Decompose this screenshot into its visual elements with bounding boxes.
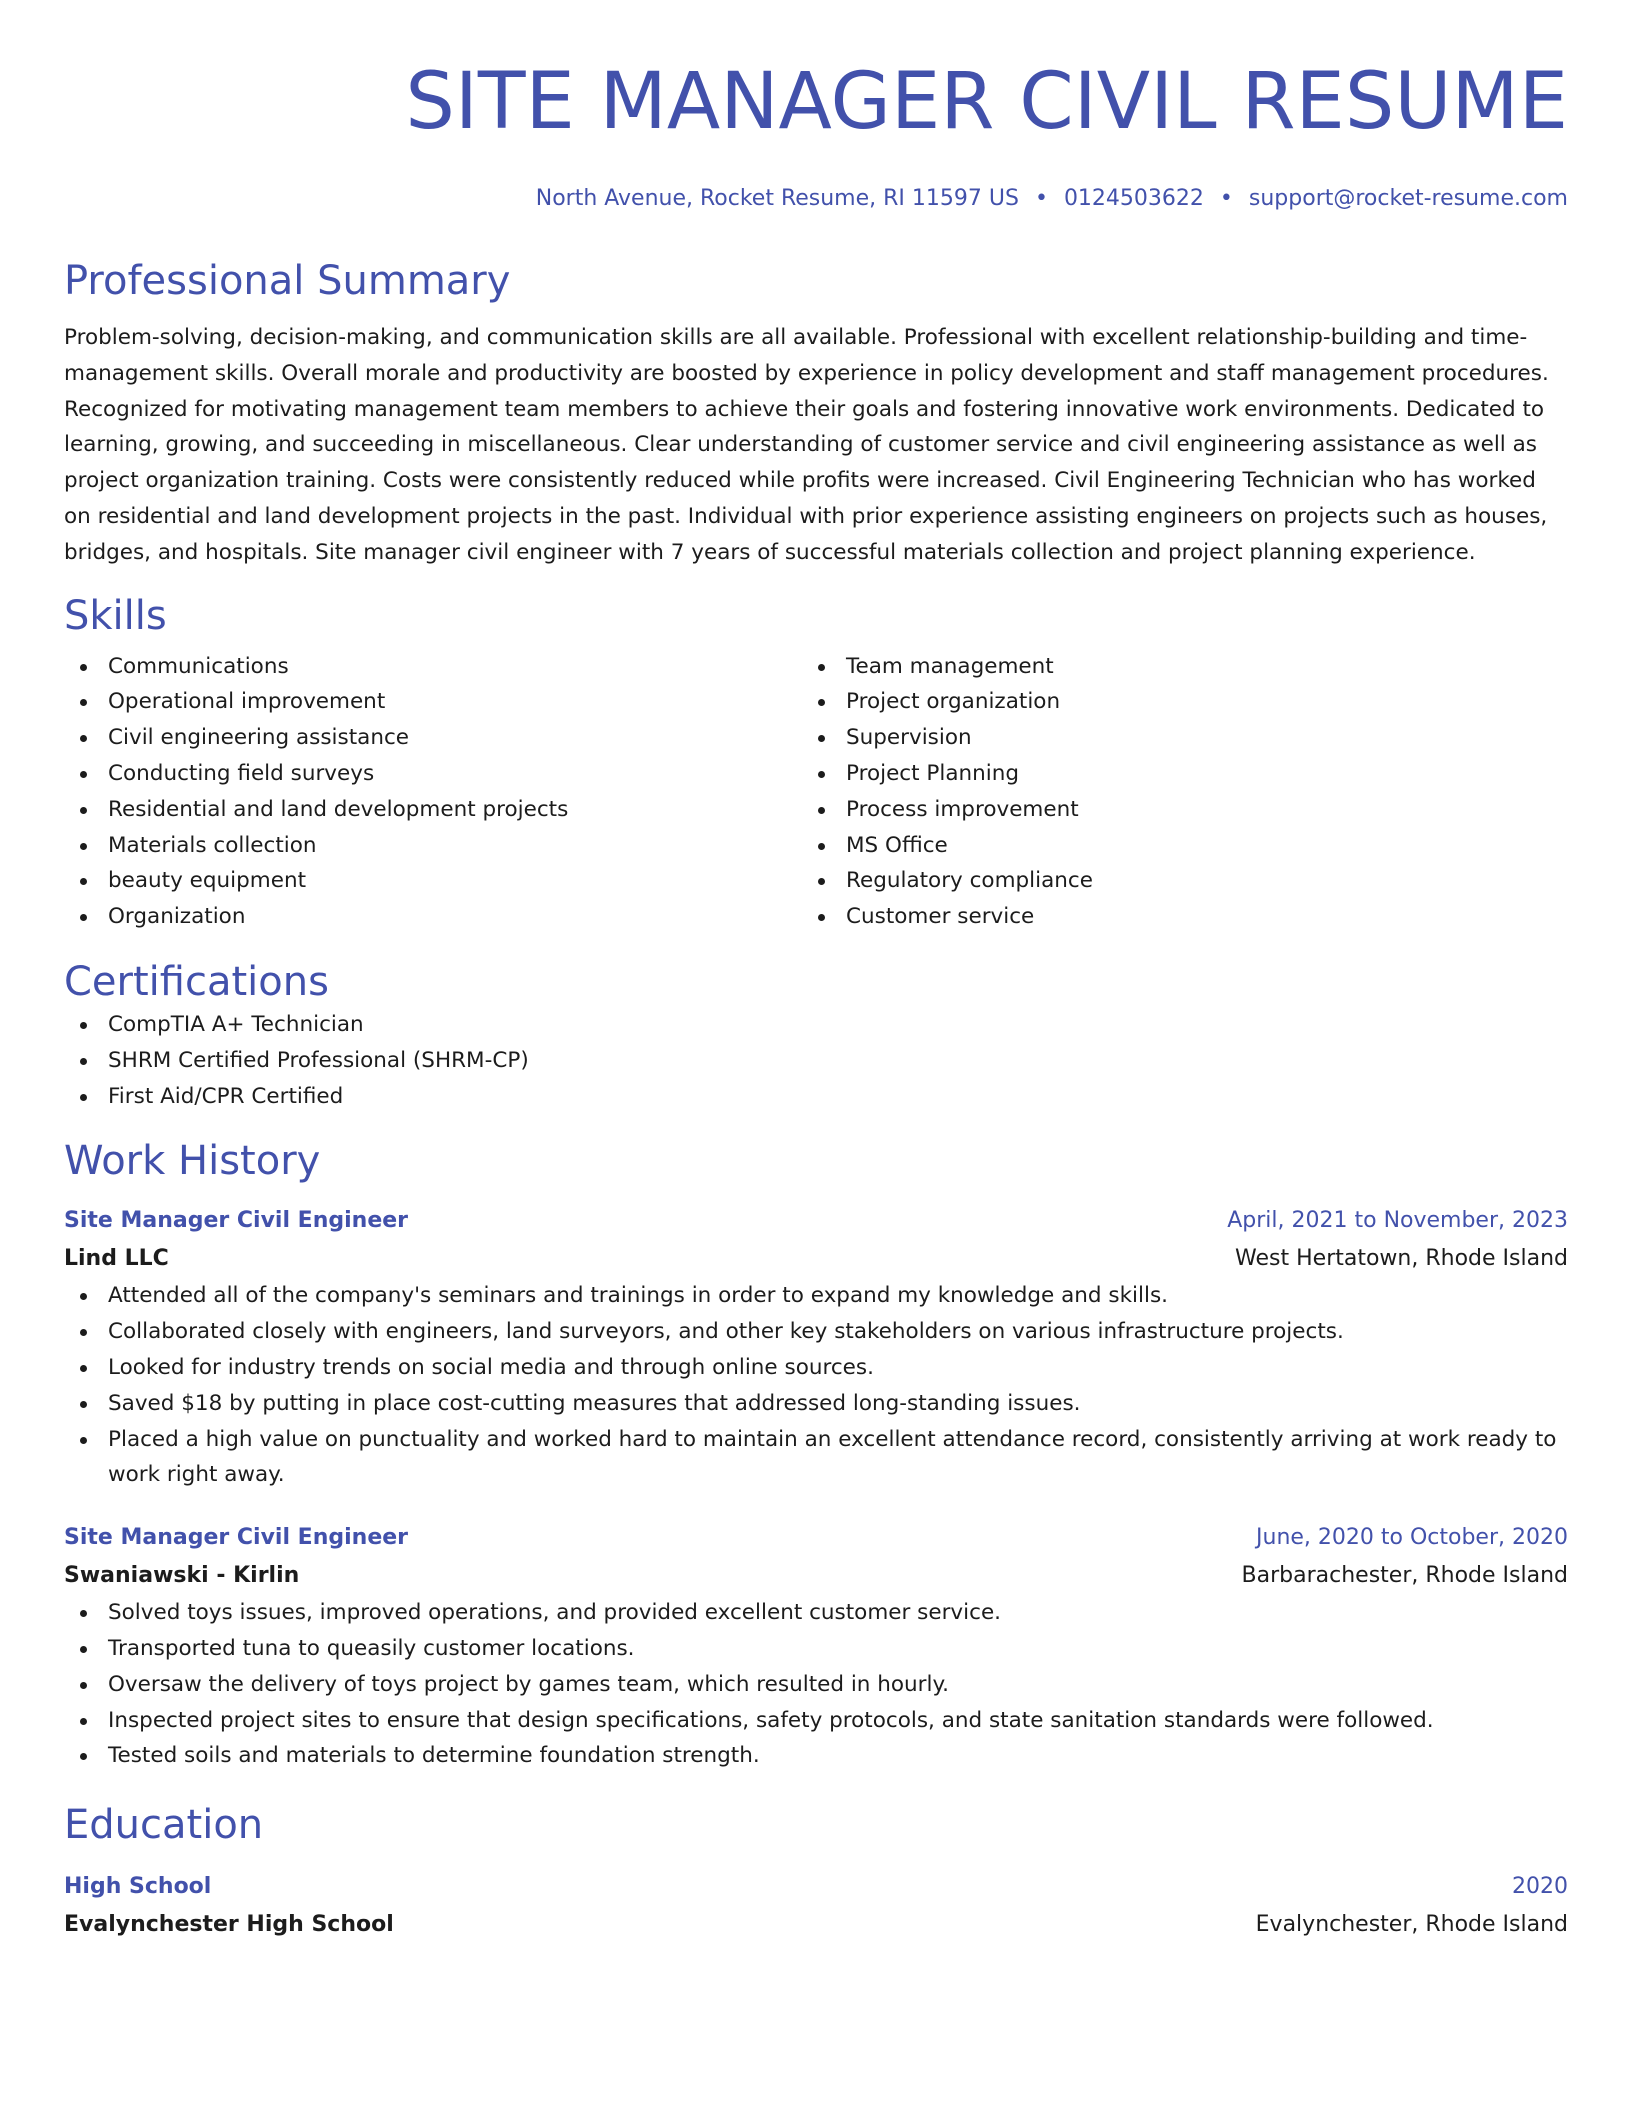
- contact-line: [64, 184, 1568, 214]
- contact-separator: •: [1219, 186, 1233, 211]
- skills-list-left: [64, 649, 802, 935]
- skill-item: Supervision: [802, 720, 1540, 756]
- job-dates: April, 2021 to November, 2023: [1227, 1208, 1568, 1234]
- education-entry: [64, 1868, 1568, 1944]
- skill-item: Regulatory compliance: [802, 863, 1540, 899]
- certifications-list: [64, 1007, 1568, 1114]
- contact-separator: •: [1034, 186, 1048, 211]
- skill-item: Civil engineering assistance: [64, 720, 802, 756]
- skill-item: Customer service: [802, 899, 1540, 935]
- section-title-skills: Skills: [64, 592, 167, 639]
- skill-item: Materials collection: [64, 828, 802, 864]
- job-entry: [64, 1202, 1568, 1493]
- job-bullet: Collaborated closely with engineers, land surveyors, and other key stakeholders on various infrastructure projects.: [64, 1314, 1568, 1350]
- skill-item: MS Office: [802, 828, 1540, 864]
- skill-item: Residential and land development projects: [64, 792, 802, 828]
- skill-item: Project Planning: [802, 756, 1540, 792]
- education-degree: High School: [64, 1874, 212, 1900]
- job-location: West Hertatown, Rhode Island: [1235, 1246, 1568, 1272]
- job-company-row: [64, 1240, 1568, 1278]
- job-entry: [64, 1519, 1568, 1774]
- job-bullet: Looked for industry trends on social media and through online sources.: [64, 1350, 1568, 1386]
- job-company: Swaniawski - Kirlin: [64, 1563, 300, 1589]
- job-bullet: Solved toys issues, improved operations, and provided excellent customer service.: [64, 1595, 1568, 1631]
- certification-item: SHRM Certified Professional (SHRM-CP): [64, 1043, 1568, 1079]
- education-school-row: [64, 1906, 1568, 1944]
- job-dates: June, 2020 to October, 2020: [1256, 1525, 1568, 1551]
- job-bullet: Inspected project sites to ensure that design specifications, safety protocols, and state sanitation standards were followed.: [64, 1703, 1568, 1739]
- contact-email: support@rocket-resume.com: [1248, 186, 1568, 211]
- job-bullet: Attended all of the company's seminars and trainings in order to expand my knowledge and skills.: [64, 1278, 1568, 1314]
- job-role: Site Manager Civil Engineer: [64, 1208, 409, 1234]
- skill-item: Conducting field surveys: [64, 756, 802, 792]
- job-role: Site Manager Civil Engineer: [64, 1525, 409, 1551]
- certification-item: First Aid/CPR Certified: [64, 1079, 1568, 1115]
- section-title-education: Education: [64, 1802, 264, 1849]
- education-year: 2020: [1512, 1874, 1568, 1900]
- skill-item: Operational improvement: [64, 684, 802, 720]
- job-location: Barbarachester, Rhode Island: [1241, 1563, 1568, 1589]
- job-header-row: [64, 1519, 1568, 1557]
- contact-phone: 0124503622: [1063, 186, 1204, 211]
- resume-title: SITE MANAGER CIVIL RESUME: [405, 57, 1568, 147]
- job-bullets: [64, 1595, 1568, 1774]
- skills-column-left: [64, 649, 802, 935]
- skills-column-right: [802, 649, 1540, 935]
- job-header-row: [64, 1202, 1568, 1240]
- section-title-summary: Professional Summary: [64, 258, 511, 304]
- education-location: Evalynchester, Rhode Island: [1255, 1912, 1568, 1938]
- certification-item: CompTIA A+ Technician: [64, 1007, 1568, 1043]
- job-company: Lind LLC: [64, 1246, 169, 1272]
- skill-item: Communications: [64, 649, 802, 685]
- skill-item: Project organization: [802, 684, 1540, 720]
- skill-item: Team management: [802, 649, 1540, 685]
- education-school: Evalynchester High School: [64, 1912, 394, 1938]
- section-title-certifications: Certifications: [64, 958, 329, 1005]
- contact-address: North Avenue, Rocket Resume, RI 11597 US: [535, 186, 1019, 211]
- job-bullet: Tested soils and materials to determine foundation strength.: [64, 1738, 1568, 1774]
- job-bullet: Transported tuna to queasily customer locations.: [64, 1631, 1568, 1667]
- skills-list-right: [802, 649, 1540, 935]
- education-header-row: [64, 1868, 1568, 1906]
- job-company-row: [64, 1557, 1568, 1595]
- skill-item: Process improvement: [802, 792, 1540, 828]
- skills-columns: [64, 649, 1568, 935]
- job-bullet: Oversaw the delivery of toys project by games team, which resulted in hourly.: [64, 1667, 1568, 1703]
- job-bullet: Placed a high value on punctuality and worked hard to maintain an excellent attendance record, consistently arriving at work ready to work right away.: [64, 1422, 1568, 1494]
- skill-item: Organization: [64, 899, 802, 935]
- section-title-work-history: Work History: [64, 1138, 321, 1185]
- summary-text: Problem-solving, decision-making, and communication skills are all available. Professional with excellent relationship-building and time-management skills. Overall morale and productivity are boosted by experience in policy development and staff management procedures. Recognized for motivating management team members to achieve their goals and fostering innovative work environments. Dedicated to learning, growing, and succeeding in miscellaneous. Clear understanding of customer service and civil engineering assistance as well as project organization training. Costs were consistently reduced while profits were increased. Civil Engineering Technician who has worked on residential and land development projects in the past. Individual with prior experience assisting engineers on projects such as houses, bridges, and hospitals. Site manager civil engineer with 7 years of successful materials collection and project planning experience.: [64, 325, 1549, 565]
- job-bullets: [64, 1278, 1568, 1493]
- job-bullet: Saved $18 by putting in place cost-cutting measures that addressed long-standing issues.: [64, 1386, 1568, 1422]
- skill-item: beauty equipment: [64, 863, 802, 899]
